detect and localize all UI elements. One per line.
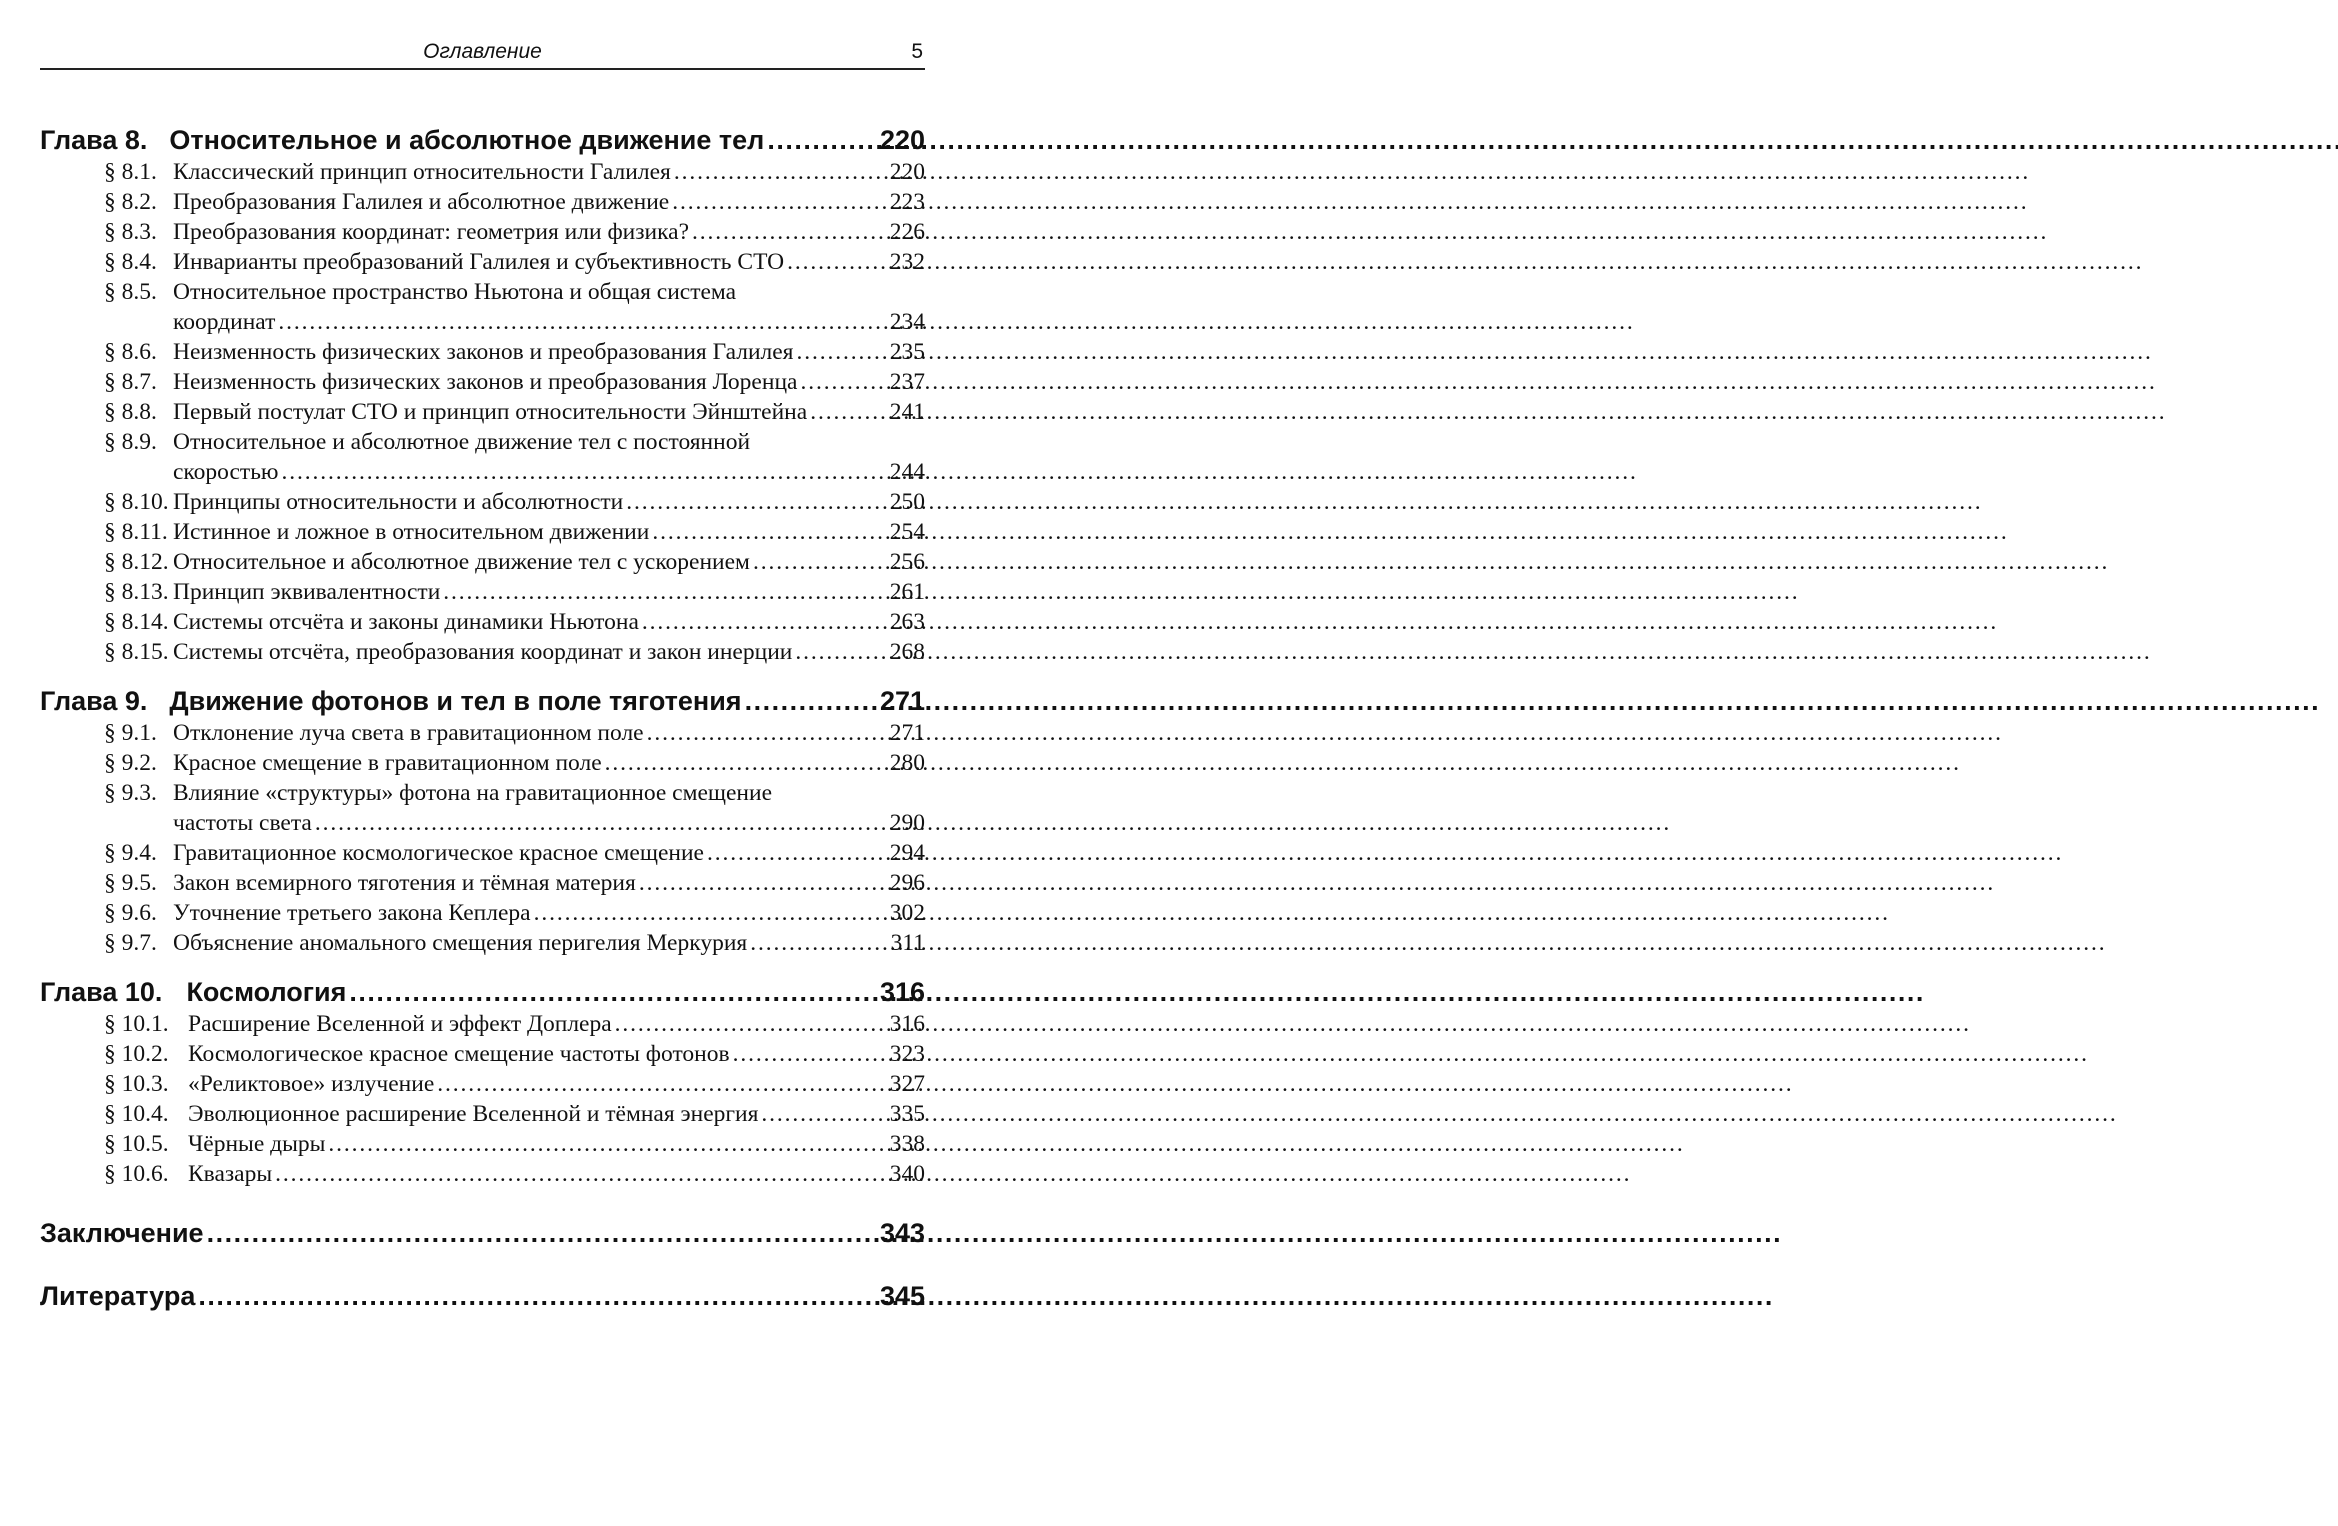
- section-number: § 8.15.: [104, 639, 169, 665]
- section-title: Неизменность физических законов и преобразования Лоренца: [173, 369, 798, 395]
- section-number: § 9.1.: [104, 720, 157, 746]
- dot-leader: [315, 808, 887, 838]
- literature-page: 345: [879, 1281, 925, 1311]
- dot-leader: [745, 685, 877, 718]
- chapter-page: 220: [879, 125, 925, 155]
- dot-leader: [198, 1280, 877, 1313]
- section-title: Классический принцип относительности Галилея: [173, 159, 671, 185]
- toc-entry[interactable]: [40, 838, 925, 868]
- section-title: Закон всемирного тяготения и тёмная материя: [173, 870, 636, 896]
- section-title: Истинное и ложное в относительном движении: [173, 519, 650, 545]
- dot-leader: [800, 367, 886, 397]
- section-title: Преобразования координат: геометрия или физика?: [173, 219, 690, 245]
- dot-leader: [674, 157, 887, 187]
- section-number: § 8.11.: [104, 519, 168, 545]
- toc-entry[interactable]: [40, 247, 925, 277]
- section-title: Чёрные дыры: [188, 1131, 326, 1157]
- toc-entry[interactable]: [40, 1069, 925, 1099]
- toc-entry[interactable]: [40, 1009, 925, 1039]
- toc-entry[interactable]: [40, 157, 925, 187]
- section-page: 256: [889, 549, 925, 575]
- chapter-number: Глава 9.: [40, 686, 148, 716]
- toc-entry[interactable]: [40, 547, 925, 577]
- section-page: 323: [889, 1041, 925, 1067]
- chapter-number: Глава 8.: [40, 125, 148, 155]
- section-title-line1: Относительное пространство Ньютона и общая система: [173, 279, 737, 305]
- dot-leader: [443, 577, 886, 607]
- section-number: § 8.9.: [104, 429, 157, 455]
- section-title: Принципы относительности и абсолютности: [173, 489, 624, 515]
- section-number: § 9.4.: [104, 840, 157, 866]
- section-page: 316: [889, 1011, 925, 1037]
- dot-leader: [692, 217, 887, 247]
- toc-entry[interactable]: [40, 367, 925, 397]
- section-page: 338: [889, 1131, 925, 1157]
- section-page: 271: [889, 720, 925, 746]
- toc-entry[interactable]: [40, 928, 925, 958]
- dot-leader: [797, 337, 887, 367]
- toc-entry[interactable]: [40, 1099, 925, 1129]
- section-page: 244: [889, 459, 925, 485]
- section-page: 263: [889, 609, 925, 635]
- toc-entry[interactable]: [40, 607, 925, 637]
- toc-entry[interactable]: [40, 577, 925, 607]
- toc-entry[interactable]: [40, 637, 925, 667]
- dot-leader: [672, 187, 887, 217]
- section-title: Неизменность физических законов и преобразования Галилея: [173, 339, 794, 365]
- chapter-page: 271: [879, 686, 925, 716]
- section-number: § 8.4.: [104, 249, 157, 275]
- section-number: § 10.4.: [104, 1101, 169, 1127]
- section-page: 261: [889, 579, 925, 605]
- section-title: Красное смещение в гравитационном поле: [173, 750, 602, 776]
- chapter-heading[interactable]: [40, 685, 925, 718]
- chapter-10: [40, 976, 925, 1189]
- toc-entry[interactable]: [40, 397, 925, 427]
- dot-leader: [707, 838, 887, 868]
- section-page: 296: [889, 870, 925, 896]
- dot-leader: [639, 868, 887, 898]
- dot-leader: [281, 457, 886, 487]
- dot-leader: [349, 976, 877, 1009]
- section-number: § 10.6.: [104, 1161, 169, 1187]
- section-page: 241: [889, 399, 925, 425]
- dot-leader: [642, 607, 887, 637]
- chapter-8: [40, 124, 925, 667]
- toc-entry[interactable]: [40, 427, 925, 487]
- section-title-line2: скоростью: [173, 459, 279, 485]
- section-title: Квазары: [188, 1161, 273, 1187]
- toc-page: [40, 30, 925, 1313]
- section-page: 268: [889, 639, 925, 665]
- section-list: [40, 1009, 925, 1189]
- section-title: «Реликтовое» излучение: [188, 1071, 435, 1097]
- section-title: Отклонение луча света в гравитационном поле: [173, 720, 644, 746]
- section-page: 234: [889, 309, 925, 335]
- section-title: Гравитационное космологическое красное смещение: [173, 840, 704, 866]
- chapter-9: [40, 685, 925, 958]
- dot-leader: [647, 718, 887, 748]
- dot-leader: [753, 547, 887, 577]
- section-list: [40, 157, 925, 667]
- section-title: Эволюционное расширение Вселенной и тёмная энергия: [188, 1101, 759, 1127]
- section-number: § 8.2.: [104, 189, 157, 215]
- chapter-title: Относительное и абсолютное движение тел: [169, 125, 765, 155]
- section-page: 223: [889, 189, 925, 215]
- section-number: § 8.3.: [104, 219, 157, 245]
- section-title: Относительное и абсолютное движение тел с ускорением: [173, 549, 750, 575]
- section-page: 327: [889, 1071, 925, 1097]
- section-number: § 9.5.: [104, 870, 157, 896]
- section-number: § 9.2.: [104, 750, 157, 776]
- chapter-title: Космология: [186, 977, 347, 1007]
- toc-entry[interactable]: [40, 868, 925, 898]
- dot-leader: [761, 1099, 886, 1129]
- dot-leader: [615, 1009, 887, 1039]
- dot-leader: [787, 247, 887, 277]
- section-number: § 8.5.: [104, 279, 157, 305]
- section-page: 235: [889, 339, 925, 365]
- literature-heading[interactable]: [40, 1280, 925, 1313]
- section-page: 250: [889, 489, 925, 515]
- section-number: § 9.3.: [104, 780, 157, 806]
- section-title: Первый постулат СТО и принцип относительности Эйнштейна: [173, 399, 808, 425]
- section-page: 340: [889, 1161, 925, 1187]
- toc-entry[interactable]: [40, 778, 925, 838]
- conclusion-page: 343: [879, 1218, 925, 1248]
- dot-leader: [767, 124, 877, 157]
- dot-leader: [750, 928, 887, 958]
- section-title: Системы отсчёта и законы динамики Ньютона: [173, 609, 639, 635]
- section-number: § 8.10.: [104, 489, 169, 515]
- chapter-number: Глава 10.: [40, 977, 163, 1007]
- toc-entry[interactable]: [40, 1159, 925, 1189]
- conclusion-title: Заключение: [40, 1218, 204, 1248]
- dot-leader: [810, 397, 887, 427]
- toc-entry[interactable]: [40, 517, 925, 547]
- running-head-title: Оглавление: [423, 40, 542, 63]
- dot-leader: [733, 1039, 887, 1069]
- chapter-title: Движение фотонов и тел в поле тяготения: [169, 686, 742, 716]
- section-title: Инварианты преобразований Галилея и субъективность СТО: [173, 249, 785, 275]
- section-page: 290: [889, 810, 925, 836]
- section-page: 237: [889, 369, 925, 395]
- section-number: § 10.1.: [104, 1011, 169, 1037]
- toc-entry[interactable]: [40, 487, 925, 517]
- section-number: § 8.14.: [104, 609, 169, 635]
- section-page: 254: [889, 519, 925, 545]
- dot-leader: [437, 1069, 886, 1099]
- toc-entry[interactable]: [40, 337, 925, 367]
- section-title: Объяснение аномального смещения перигелия Меркурия: [173, 930, 748, 956]
- conclusion-heading[interactable]: [40, 1217, 925, 1250]
- section-page: 220: [889, 159, 925, 185]
- section-title: Расширение Вселенной и эффект Доплера: [188, 1011, 612, 1037]
- toc-entry[interactable]: [40, 187, 925, 217]
- toc-entry[interactable]: [40, 718, 925, 748]
- section-number: § 10.2.: [104, 1041, 169, 1067]
- dot-leader: [207, 1217, 877, 1250]
- section-list: [40, 718, 925, 958]
- section-title-line1: Относительное и абсолютное движение тел с постоянной: [173, 429, 751, 455]
- section-page: 311: [890, 930, 925, 956]
- section-page: 226: [889, 219, 925, 245]
- section-page: 280: [889, 750, 925, 776]
- dot-leader: [626, 487, 887, 517]
- section-page: 335: [889, 1101, 925, 1127]
- literature-title: Литература: [40, 1281, 196, 1311]
- dot-leader: [795, 637, 886, 667]
- toc-entry[interactable]: [40, 277, 925, 337]
- section-page: 232: [889, 249, 925, 275]
- section-title: Преобразования Галилея и абсолютное движение: [173, 189, 670, 215]
- toc-entry[interactable]: [40, 1039, 925, 1069]
- section-number: § 8.13.: [104, 579, 169, 605]
- section-number: § 9.6.: [104, 900, 157, 926]
- section-number: § 9.7.: [104, 930, 157, 956]
- toc-entry[interactable]: [40, 748, 925, 778]
- section-number: § 10.5.: [104, 1131, 169, 1157]
- dot-leader: [652, 517, 886, 547]
- section-title-line1: Влияние «структуры» фотона на гравитационное смещение: [173, 780, 773, 806]
- section-number: § 8.6.: [104, 339, 157, 365]
- section-number: § 8.7.: [104, 369, 157, 395]
- toc-entry[interactable]: [40, 217, 925, 247]
- chapter-heading[interactable]: [40, 976, 925, 1009]
- running-head-page-number: 5: [911, 40, 923, 63]
- section-number: § 10.3.: [104, 1071, 169, 1097]
- section-page: 302: [889, 900, 925, 926]
- dot-leader: [605, 748, 887, 778]
- section-title: Уточнение третьего закона Кеплера: [173, 900, 531, 926]
- toc-entry[interactable]: [40, 1129, 925, 1159]
- section-title: Космологическое красное смещение частоты фотонов: [188, 1041, 730, 1067]
- dot-leader: [328, 1129, 886, 1159]
- toc-entry[interactable]: [40, 898, 925, 928]
- running-head: [40, 30, 925, 70]
- section-title-line2: частоты света: [173, 810, 312, 836]
- dot-leader: [534, 898, 887, 928]
- chapter-heading[interactable]: [40, 124, 925, 157]
- dot-leader: [275, 1159, 887, 1189]
- chapter-page: 316: [879, 977, 925, 1007]
- section-page: 294: [889, 840, 925, 866]
- section-number: § 8.8.: [104, 399, 157, 425]
- section-number: § 8.12.: [104, 549, 169, 575]
- section-title: Принцип эквивалентности: [173, 579, 441, 605]
- section-title: Системы отсчёта, преобразования координат и закон инерции: [173, 639, 793, 665]
- section-title-line2: координат: [173, 309, 276, 335]
- dot-leader: [278, 307, 886, 337]
- section-number: § 8.1.: [104, 159, 157, 185]
